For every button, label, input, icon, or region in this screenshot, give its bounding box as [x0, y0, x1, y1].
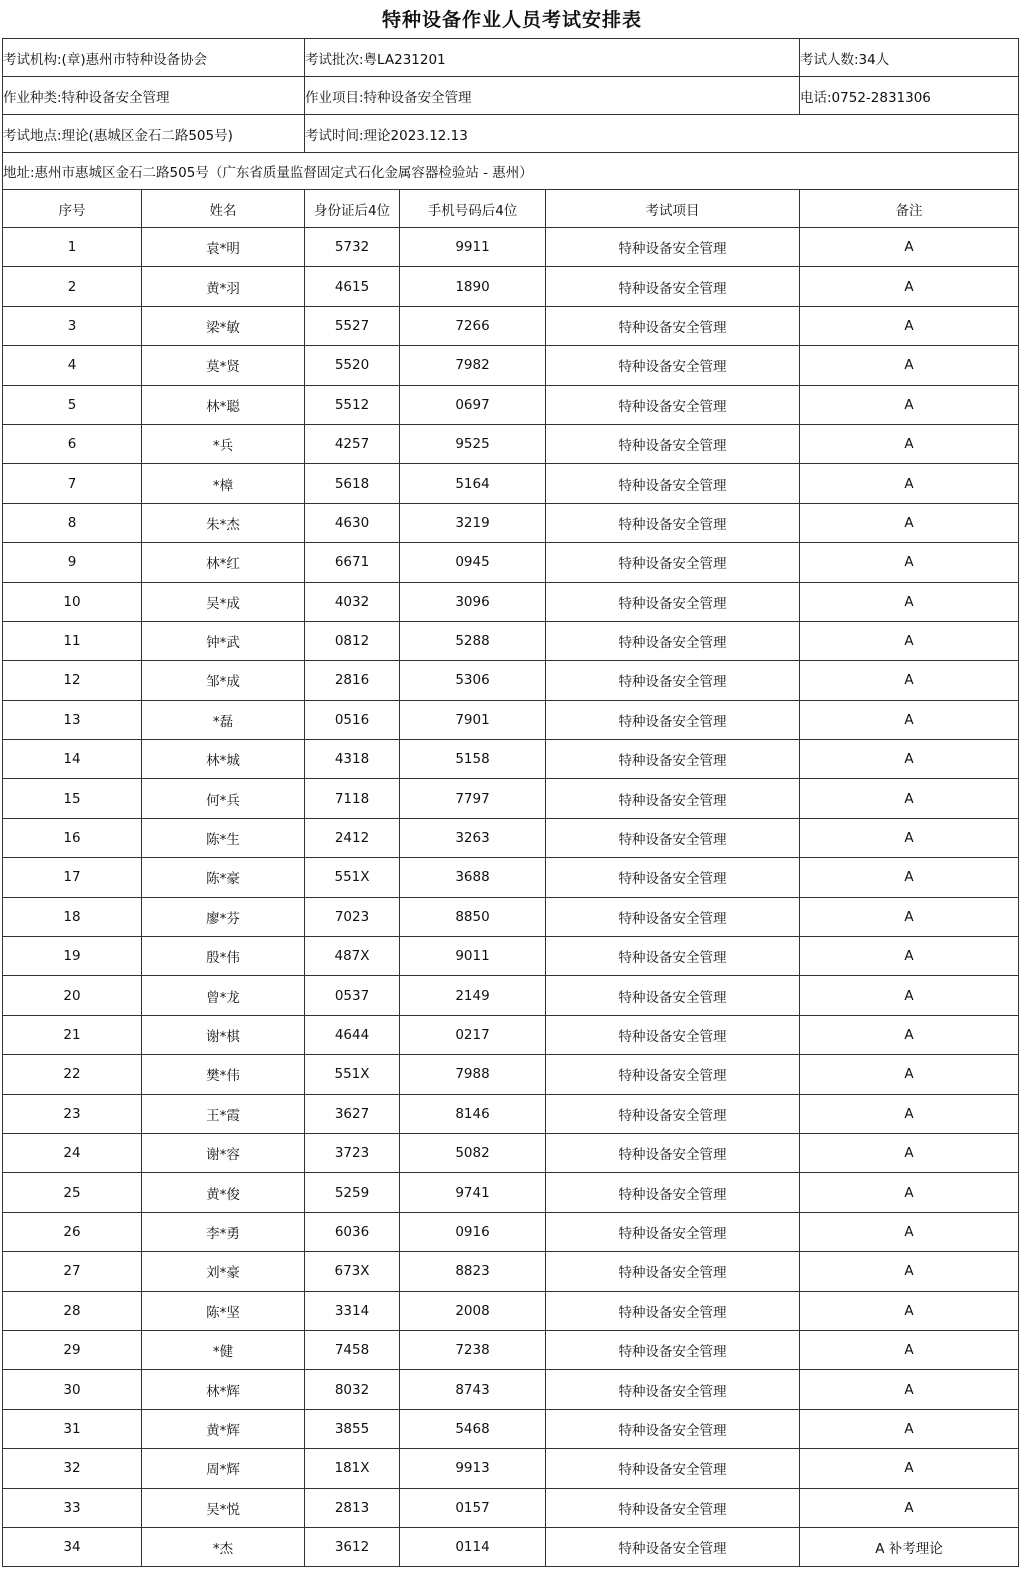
- note-cell: A: [800, 1055, 1019, 1094]
- table-row: [3, 1370, 1019, 1409]
- seq-cell: 10: [3, 582, 142, 621]
- phone4-cell: 7988: [400, 1055, 546, 1094]
- seq-cell: 23: [3, 1094, 142, 1133]
- id4-cell: 5259: [305, 1173, 400, 1212]
- seq-cell: 5: [3, 385, 142, 424]
- table-row: [3, 1055, 1019, 1094]
- item-cell: 特种设备安全管理: [546, 1133, 800, 1172]
- info-row-1: [3, 39, 1019, 77]
- table-row: [3, 346, 1019, 385]
- table-row: [3, 1133, 1019, 1172]
- phone4-cell: 8823: [400, 1252, 546, 1291]
- seq-cell: 29: [3, 1330, 142, 1369]
- note-cell: A: [800, 976, 1019, 1015]
- name-cell: 陈*生: [142, 818, 305, 857]
- seq-cell: 3: [3, 306, 142, 345]
- id4-cell: 5732: [305, 228, 400, 267]
- id4-cell: 673X: [305, 1252, 400, 1291]
- table-row: [3, 1527, 1019, 1566]
- seq-cell: 6: [3, 424, 142, 463]
- note-cell: A: [800, 582, 1019, 621]
- phone4-cell: 7982: [400, 346, 546, 385]
- name-cell: 谢*容: [142, 1133, 305, 1172]
- seq-cell: 31: [3, 1409, 142, 1448]
- seq-cell: 11: [3, 621, 142, 660]
- name-cell: 梁*敏: [142, 306, 305, 345]
- table-row: [3, 1015, 1019, 1054]
- note-cell: A: [800, 1409, 1019, 1448]
- phone4-cell: 3688: [400, 858, 546, 897]
- id4-cell: 0537: [305, 976, 400, 1015]
- seq-cell: 12: [3, 661, 142, 700]
- id4-cell: 5618: [305, 464, 400, 503]
- name-cell: 王*霞: [142, 1094, 305, 1133]
- phone4-cell: 3219: [400, 503, 546, 542]
- phone4-cell: 3263: [400, 818, 546, 857]
- phone4-cell: 7901: [400, 700, 546, 739]
- exam-org: 考试机构:(章)惠州市特种设备协会: [3, 39, 305, 77]
- seq-cell: 33: [3, 1488, 142, 1527]
- name-cell: 谢*棋: [142, 1015, 305, 1054]
- item-cell: 特种设备安全管理: [546, 897, 800, 936]
- item-cell: 特种设备安全管理: [546, 1094, 800, 1133]
- table-row: [3, 582, 1019, 621]
- seq-cell: 30: [3, 1370, 142, 1409]
- item-cell: 特种设备安全管理: [546, 1488, 800, 1527]
- phone4-cell: 9913: [400, 1449, 546, 1488]
- item-cell: 特种设备安全管理: [546, 385, 800, 424]
- address-row: [3, 153, 1019, 190]
- name-cell: 何*兵: [142, 779, 305, 818]
- table-row: [3, 228, 1019, 267]
- item-cell: 特种设备安全管理: [546, 306, 800, 345]
- col-header-id4: 身份证后4位: [305, 190, 400, 228]
- col-header-seq: 序号: [3, 190, 142, 228]
- id4-cell: 551X: [305, 1055, 400, 1094]
- name-cell: 黄*羽: [142, 267, 305, 306]
- item-cell: 特种设备安全管理: [546, 1212, 800, 1251]
- table-row: [3, 543, 1019, 582]
- seq-cell: 17: [3, 858, 142, 897]
- name-cell: 黄*俊: [142, 1173, 305, 1212]
- name-cell: 李*勇: [142, 1212, 305, 1251]
- name-cell: 陈*豪: [142, 858, 305, 897]
- col-header-name: 姓名: [142, 190, 305, 228]
- seq-cell: 15: [3, 779, 142, 818]
- name-cell: 殷*伟: [142, 937, 305, 976]
- name-cell: 樊*伟: [142, 1055, 305, 1094]
- seq-cell: 25: [3, 1173, 142, 1212]
- note-cell: A: [800, 346, 1019, 385]
- id4-cell: 3314: [305, 1291, 400, 1330]
- item-cell: 特种设备安全管理: [546, 424, 800, 463]
- seq-cell: 2: [3, 267, 142, 306]
- note-cell: A: [800, 1133, 1019, 1172]
- seq-cell: 32: [3, 1449, 142, 1488]
- name-cell: 刘*豪: [142, 1252, 305, 1291]
- name-cell: 曾*龙: [142, 976, 305, 1015]
- item-cell: 特种设备安全管理: [546, 228, 800, 267]
- table-row: [3, 503, 1019, 542]
- phone4-cell: 5158: [400, 740, 546, 779]
- phone4-cell: 5468: [400, 1409, 546, 1448]
- id4-cell: 4032: [305, 582, 400, 621]
- id4-cell: 551X: [305, 858, 400, 897]
- info-row-3: [3, 115, 1019, 153]
- table-row: [3, 779, 1019, 818]
- seq-cell: 18: [3, 897, 142, 936]
- phone4-cell: 9011: [400, 937, 546, 976]
- item-cell: 特种设备安全管理: [546, 1291, 800, 1330]
- note-cell: A 补考理论: [800, 1527, 1019, 1566]
- item-cell: 特种设备安全管理: [546, 740, 800, 779]
- item-cell: 特种设备安全管理: [546, 1173, 800, 1212]
- item-cell: 特种设备安全管理: [546, 1370, 800, 1409]
- table-row: [3, 621, 1019, 660]
- seq-cell: 8: [3, 503, 142, 542]
- phone4-cell: 9911: [400, 228, 546, 267]
- phone4-cell: 5082: [400, 1133, 546, 1172]
- table-row: [3, 976, 1019, 1015]
- note-cell: A: [800, 818, 1019, 857]
- name-cell: 林*辉: [142, 1370, 305, 1409]
- col-header-item: 考试项目: [546, 190, 800, 228]
- item-cell: 特种设备安全管理: [546, 976, 800, 1015]
- seq-cell: 22: [3, 1055, 142, 1094]
- page-title: 特种设备作业人员考试安排表: [381, 9, 642, 31]
- note-cell: A: [800, 1291, 1019, 1330]
- id4-cell: 2816: [305, 661, 400, 700]
- col-header-note: 备注: [800, 190, 1019, 228]
- note-cell: A: [800, 464, 1019, 503]
- phone4-cell: 0157: [400, 1488, 546, 1527]
- phone4-cell: 9741: [400, 1173, 546, 1212]
- seq-cell: 26: [3, 1212, 142, 1251]
- item-cell: 特种设备安全管理: [546, 1527, 800, 1566]
- item-cell: 特种设备安全管理: [546, 1409, 800, 1448]
- exam-count: 考试人数:34人: [800, 39, 1019, 77]
- phone4-cell: 8743: [400, 1370, 546, 1409]
- id4-cell: 5520: [305, 346, 400, 385]
- note-cell: A: [800, 1370, 1019, 1409]
- name-cell: 林*聪: [142, 385, 305, 424]
- item-cell: 特种设备安全管理: [546, 818, 800, 857]
- table-row: [3, 267, 1019, 306]
- seq-cell: 34: [3, 1527, 142, 1566]
- id4-cell: 181X: [305, 1449, 400, 1488]
- seq-cell: 1: [3, 228, 142, 267]
- note-cell: A: [800, 503, 1019, 542]
- seq-cell: 14: [3, 740, 142, 779]
- note-cell: A: [800, 661, 1019, 700]
- note-cell: A: [800, 700, 1019, 739]
- seq-cell: 21: [3, 1015, 142, 1054]
- id4-cell: 8032: [305, 1370, 400, 1409]
- item-cell: 特种设备安全管理: [546, 661, 800, 700]
- item-cell: 特种设备安全管理: [546, 503, 800, 542]
- seq-cell: 19: [3, 937, 142, 976]
- id4-cell: 2813: [305, 1488, 400, 1527]
- item-cell: 特种设备安全管理: [546, 582, 800, 621]
- item-cell: 特种设备安全管理: [546, 267, 800, 306]
- item-cell: 特种设备安全管理: [546, 700, 800, 739]
- item-cell: 特种设备安全管理: [546, 346, 800, 385]
- seq-cell: 13: [3, 700, 142, 739]
- contact-phone: 电话:0752-2831306: [800, 77, 1019, 115]
- name-cell: 袁*明: [142, 228, 305, 267]
- id4-cell: 4318: [305, 740, 400, 779]
- id4-cell: 0812: [305, 621, 400, 660]
- name-cell: 吴*悦: [142, 1488, 305, 1527]
- name-cell: *樟: [142, 464, 305, 503]
- table-row: [3, 1330, 1019, 1369]
- name-cell: 陈*坚: [142, 1291, 305, 1330]
- id4-cell: 4615: [305, 267, 400, 306]
- seq-cell: 24: [3, 1133, 142, 1172]
- table-header-row: [3, 190, 1019, 228]
- seq-cell: 27: [3, 1252, 142, 1291]
- id4-cell: 4644: [305, 1015, 400, 1054]
- phone4-cell: 0697: [400, 385, 546, 424]
- name-cell: 莫*贤: [142, 346, 305, 385]
- id4-cell: 487X: [305, 937, 400, 976]
- table-row: [3, 1488, 1019, 1527]
- seq-cell: 16: [3, 818, 142, 857]
- phone4-cell: 3096: [400, 582, 546, 621]
- table-row: [3, 424, 1019, 463]
- table-row: [3, 1291, 1019, 1330]
- phone4-cell: 1890: [400, 267, 546, 306]
- note-cell: A: [800, 1488, 1019, 1527]
- table-row: [3, 740, 1019, 779]
- col-header-phone4: 手机号码后4位: [400, 190, 546, 228]
- note-cell: A: [800, 621, 1019, 660]
- table-row: [3, 306, 1019, 345]
- name-cell: 林*城: [142, 740, 305, 779]
- phone4-cell: 8146: [400, 1094, 546, 1133]
- item-cell: 特种设备安全管理: [546, 621, 800, 660]
- item-cell: 特种设备安全管理: [546, 1449, 800, 1488]
- phone4-cell: 2008: [400, 1291, 546, 1330]
- name-cell: *健: [142, 1330, 305, 1369]
- seq-cell: 28: [3, 1291, 142, 1330]
- id4-cell: 5512: [305, 385, 400, 424]
- note-cell: A: [800, 740, 1019, 779]
- id4-cell: 6036: [305, 1212, 400, 1251]
- id4-cell: 3627: [305, 1094, 400, 1133]
- id4-cell: 3723: [305, 1133, 400, 1172]
- table-row: [3, 858, 1019, 897]
- exam-batch: 考试批次:粤LA231201: [305, 39, 800, 77]
- exam-address: 地址:惠州市惠城区金石二路505号（广东省质量监督固定式石化金属容器检验站 - 惠州）: [3, 153, 1019, 190]
- table-row: [3, 1449, 1019, 1488]
- item-cell: 特种设备安全管理: [546, 1055, 800, 1094]
- name-cell: 邹*成: [142, 661, 305, 700]
- phone4-cell: 0217: [400, 1015, 546, 1054]
- table-row: [3, 937, 1019, 976]
- work-project: 作业项目:特种设备安全管理: [305, 77, 800, 115]
- id4-cell: 7023: [305, 897, 400, 936]
- name-cell: 朱*杰: [142, 503, 305, 542]
- id4-cell: 0516: [305, 700, 400, 739]
- table-row: [3, 1252, 1019, 1291]
- exam-time: 考试时间:理论2023.12.13: [305, 115, 1019, 153]
- name-cell: 周*辉: [142, 1449, 305, 1488]
- table-row: [3, 1212, 1019, 1251]
- phone4-cell: 2149: [400, 976, 546, 1015]
- table-row: [3, 661, 1019, 700]
- note-cell: A: [800, 1015, 1019, 1054]
- note-cell: A: [800, 424, 1019, 463]
- name-cell: 钟*武: [142, 621, 305, 660]
- id4-cell: 7118: [305, 779, 400, 818]
- note-cell: A: [800, 385, 1019, 424]
- id4-cell: 6671: [305, 543, 400, 582]
- table-row: [3, 1094, 1019, 1133]
- table-row: [3, 1409, 1019, 1448]
- note-cell: A: [800, 1252, 1019, 1291]
- item-cell: 特种设备安全管理: [546, 858, 800, 897]
- note-cell: A: [800, 267, 1019, 306]
- note-cell: A: [800, 306, 1019, 345]
- table-row: [3, 700, 1019, 739]
- phone4-cell: 5164: [400, 464, 546, 503]
- name-cell: 吴*成: [142, 582, 305, 621]
- phone4-cell: 7238: [400, 1330, 546, 1369]
- info-row-2: [3, 77, 1019, 115]
- id4-cell: 3612: [305, 1527, 400, 1566]
- id4-cell: 4257: [305, 424, 400, 463]
- phone4-cell: 0916: [400, 1212, 546, 1251]
- table-row: [3, 818, 1019, 857]
- item-cell: 特种设备安全管理: [546, 779, 800, 818]
- note-cell: A: [800, 897, 1019, 936]
- table-row: [3, 1173, 1019, 1212]
- name-cell: *兵: [142, 424, 305, 463]
- work-type: 作业种类:特种设备安全管理: [3, 77, 305, 115]
- table-row: [3, 464, 1019, 503]
- note-cell: A: [800, 1449, 1019, 1488]
- note-cell: A: [800, 779, 1019, 818]
- name-cell: 林*红: [142, 543, 305, 582]
- item-cell: 特种设备安全管理: [546, 464, 800, 503]
- seq-cell: 9: [3, 543, 142, 582]
- item-cell: 特种设备安全管理: [546, 1015, 800, 1054]
- phone4-cell: 7797: [400, 779, 546, 818]
- note-cell: A: [800, 1330, 1019, 1369]
- seq-cell: 20: [3, 976, 142, 1015]
- seq-cell: 4: [3, 346, 142, 385]
- note-cell: A: [800, 1173, 1019, 1212]
- note-cell: A: [800, 858, 1019, 897]
- note-cell: A: [800, 937, 1019, 976]
- item-cell: 特种设备安全管理: [546, 1252, 800, 1291]
- name-cell: *杰: [142, 1527, 305, 1566]
- phone4-cell: 0945: [400, 543, 546, 582]
- id4-cell: 5527: [305, 306, 400, 345]
- note-cell: A: [800, 543, 1019, 582]
- phone4-cell: 8850: [400, 897, 546, 936]
- note-cell: A: [800, 1094, 1019, 1133]
- item-cell: 特种设备安全管理: [546, 543, 800, 582]
- item-cell: 特种设备安全管理: [546, 937, 800, 976]
- id4-cell: 7458: [305, 1330, 400, 1369]
- id4-cell: 2412: [305, 818, 400, 857]
- name-cell: 廖*芬: [142, 897, 305, 936]
- exam-location: 考试地点:理论(惠城区金石二路505号): [3, 115, 305, 153]
- note-cell: A: [800, 1212, 1019, 1251]
- exam-schedule-table: [2, 38, 1019, 1567]
- table-row: [3, 385, 1019, 424]
- phone4-cell: 5288: [400, 621, 546, 660]
- phone4-cell: 9525: [400, 424, 546, 463]
- name-cell: 黄*辉: [142, 1409, 305, 1448]
- phone4-cell: 5306: [400, 661, 546, 700]
- item-cell: 特种设备安全管理: [546, 1330, 800, 1369]
- phone4-cell: 7266: [400, 306, 546, 345]
- seq-cell: 7: [3, 464, 142, 503]
- table-row: [3, 897, 1019, 936]
- id4-cell: 4630: [305, 503, 400, 542]
- id4-cell: 3855: [305, 1409, 400, 1448]
- phone4-cell: 0114: [400, 1527, 546, 1566]
- name-cell: *磊: [142, 700, 305, 739]
- note-cell: A: [800, 228, 1019, 267]
